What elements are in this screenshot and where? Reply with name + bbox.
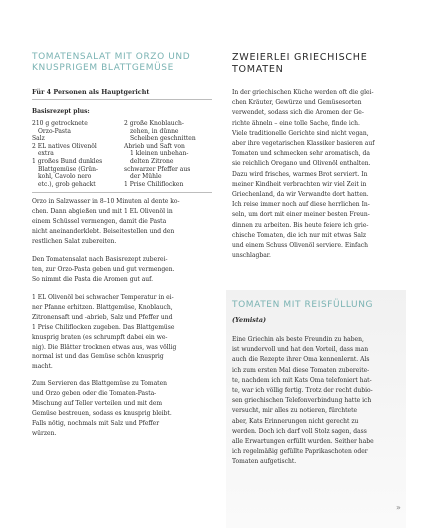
text-line: richte ähneln – eine tolle Sache, finde ich.: [232, 119, 360, 127]
text-line: unschlagbar.: [232, 252, 271, 260]
recipe1-serves: Für 4 Personen als Hauptgericht: [32, 88, 150, 96]
text-line: würzen.: [32, 429, 57, 437]
ingredient-line: schwarzer Pfeffer aus: [124, 165, 191, 173]
text-line: seln, um dort mit einer meiner besten Freun-: [232, 211, 370, 219]
text-line: werden. Doch ich darf voll Stolz sagen, dass: [232, 427, 367, 435]
ingredients-right: [124, 120, 214, 188]
text-line: Mischung auf Teller verteilen und mit dem: [32, 399, 163, 407]
ingredient-line: 2 große Knoblauch-: [124, 120, 184, 127]
ingredient-line: Blattgemüse (Grün-: [38, 165, 98, 173]
serves-divider: [32, 99, 212, 100]
ingredient-line: extra: [38, 150, 54, 158]
text-line: normal ist und das Gemüse schön knusprig: [32, 353, 164, 361]
text-line: chen Kräuter, Gewürze und Gemüsesorten: [232, 99, 362, 107]
text-line: Den Tomatensalat nach Basisrezept zuberei-: [32, 256, 168, 263]
ingredient-line: 2 EL natives Olivenöl: [32, 142, 97, 150]
text-line: ist wundervoll und hat den Vorteil, dass man: [232, 346, 369, 354]
recipe1-title: [32, 52, 212, 74]
text-line: ner Pfanne erhitzen. Blattgemüse, Knoblauch,: [32, 303, 173, 311]
recipe3-title: TOMATEN MIT REISFÜLLUNG: [232, 300, 374, 310]
text-line: ich regelmäßig gefüllte Paprikaschoten oder: [232, 448, 368, 456]
ingredient-line: etc.), grob gehackt: [38, 180, 96, 188]
recipe1-step3: [32, 293, 212, 372]
text-line: Tomaten aufgetischt.: [232, 458, 297, 466]
text-line: nicht aneinanderklebt. Beiseitestellen und den: [32, 227, 175, 235]
text-line: Zum Servieren das Blattgemüse zu Tomaten: [32, 380, 167, 387]
text-line: nig). Die Blätter trocknen etwas aus, was völlig: [32, 343, 177, 351]
text-line: chische Tomaten, die ich nur mit etwas Salz: [232, 231, 367, 239]
text-line: ich zum ersten Mal diese Tomaten zubereite-: [232, 366, 370, 374]
text-line: meiner Kindheit verbrachten wir viel Zeit in: [232, 180, 367, 188]
text-line: Zitronensaft und -abrieb, Salz und Pfeffer und: [32, 313, 173, 321]
text-line: und Orzo geben oder die Tomaten-Pasta-: [32, 389, 157, 397]
recipe2-title-line2: TOMATEN: [232, 64, 284, 75]
text-line: knusprig braten (es schrumpft dabei ein we-: [32, 333, 168, 341]
text-line: versucht, mir alles zu notieren, fürchtete: [232, 407, 358, 415]
next-page-icon[interactable]: »: [396, 503, 401, 512]
text-line: Falls nötig, nochmals mit Salz und Pfeffer: [32, 419, 160, 427]
text-line: sen griechischen Telefonverbindung hatte ich: [232, 397, 372, 405]
ingredient-line: kohl, Cavolo nero: [38, 173, 92, 181]
recipe1-step1: [32, 197, 212, 247]
text-line: restlichen Salat zubereiten.: [32, 237, 117, 245]
text-line: und einem Schuss Olivenöl serviere. Einfach: [232, 242, 368, 250]
text-line: Orzo in Salzwasser in 8–10 Minuten al dente ko-: [32, 198, 180, 205]
ingredient-line: Orzo-Pasta: [38, 127, 71, 135]
recipe2-intro: [232, 88, 404, 261]
text-line: 1 EL Olivenöl bei schwacher Temperatur in ei-: [32, 294, 174, 301]
text-line: verwendet, sodass sich die Aromen der Ge-: [232, 109, 364, 117]
text-line: Griechenland, da wir Verwandte dort hatten.: [232, 191, 369, 199]
ingredients-divider: [32, 192, 212, 193]
ingredient-line: delten Zitrone: [130, 157, 174, 165]
text-line: sie reichlich Oregano und Olivenöl enthalten.: [232, 160, 371, 168]
basic-recipe-label: Basisrezept plus:: [32, 108, 90, 115]
text-line: Tomaten und schmecken sehr aromatisch, da: [232, 150, 370, 158]
ingredient-line: 1 großes Bund dunkles: [32, 157, 103, 165]
text-line: ten, zur Orzo-Pasta geben und gut vermengen.: [32, 265, 175, 273]
recipe3-intro: [232, 335, 404, 468]
text-line: aber, Kats Erinnerungen nicht gerecht zu: [232, 417, 359, 425]
ingredient-line: 210 g getrocknete: [32, 120, 88, 127]
text-line: dinnen zu arbeiten. Bis heute feiere ich grie-: [232, 221, 369, 229]
text-line: te, war ich völlig fertig. Trotz der recht dubio-: [232, 387, 373, 395]
ingredient-line: zehen, in dünne: [130, 127, 179, 135]
text-line: aber ihre vegetarischen Klassiker basieren auf: [232, 140, 375, 148]
text-line: Viele traditionelle Gerichte sind nicht vegan,: [232, 129, 369, 137]
text-line: In der griechischen Küche werden oft die glei-: [232, 89, 374, 96]
recipe1-title-line1: TOMATENSALAT MIT ORZO UND: [32, 52, 191, 62]
text-line: einem Schüssel vermengen, damit die Pasta: [32, 217, 167, 225]
recipe3-subtitle: (Yemista): [232, 316, 266, 324]
ingredients-left: [32, 120, 118, 188]
ingredient-line: Scheiben geschnitten: [130, 135, 196, 143]
text-line: Eine Griechin als beste Freundin zu haben,: [232, 336, 364, 343]
text-line: chen. Dann abgießen und mit 1 EL Olivenöl in: [32, 207, 173, 215]
recipe1-step4: [32, 379, 212, 438]
ingredient-line: 1 kleinen unbehan-: [130, 150, 189, 158]
text-line: Dazu wird frisches, warmes Brot serviert. In: [232, 170, 368, 178]
recipe2-title: [232, 52, 404, 76]
ingredient-line: Abrieb und Saft von: [124, 142, 185, 150]
text-line: So nimmt die Pasta die Aromen gut auf.: [32, 275, 154, 283]
recipe1-step2: [32, 255, 212, 285]
text-line: 1 Prise Chiliflocken zugeben. Das Blattgemüse: [32, 323, 175, 331]
ingredient-line: Salz: [32, 135, 45, 143]
recipe2-title-line1: ZWEIERLEI GRIECHISCHE: [232, 52, 368, 63]
text-line: macht.: [32, 363, 53, 371]
text-line: Gemüse bestreuen, sodass es knusprig bleibt.: [32, 409, 172, 417]
text-line: alle Erwartungen erfüllt wurden. Seither habe: [232, 438, 374, 446]
recipe1-title-line2: KNUSPRIGEM BLATTGEMÜSE: [32, 63, 174, 73]
ingredient-line: 1 Prise Chiliflocken: [124, 180, 184, 188]
ingredient-line: der Mühle: [130, 173, 162, 181]
text-line: te, nachdem ich mit Kats Oma telefoniert hat-: [232, 376, 372, 384]
text-line: auch die Rezepte ihrer Oma kennenlernt. Als: [232, 356, 370, 364]
text-line: Ich reise immer noch auf diese herrlichen In-: [232, 201, 370, 209]
